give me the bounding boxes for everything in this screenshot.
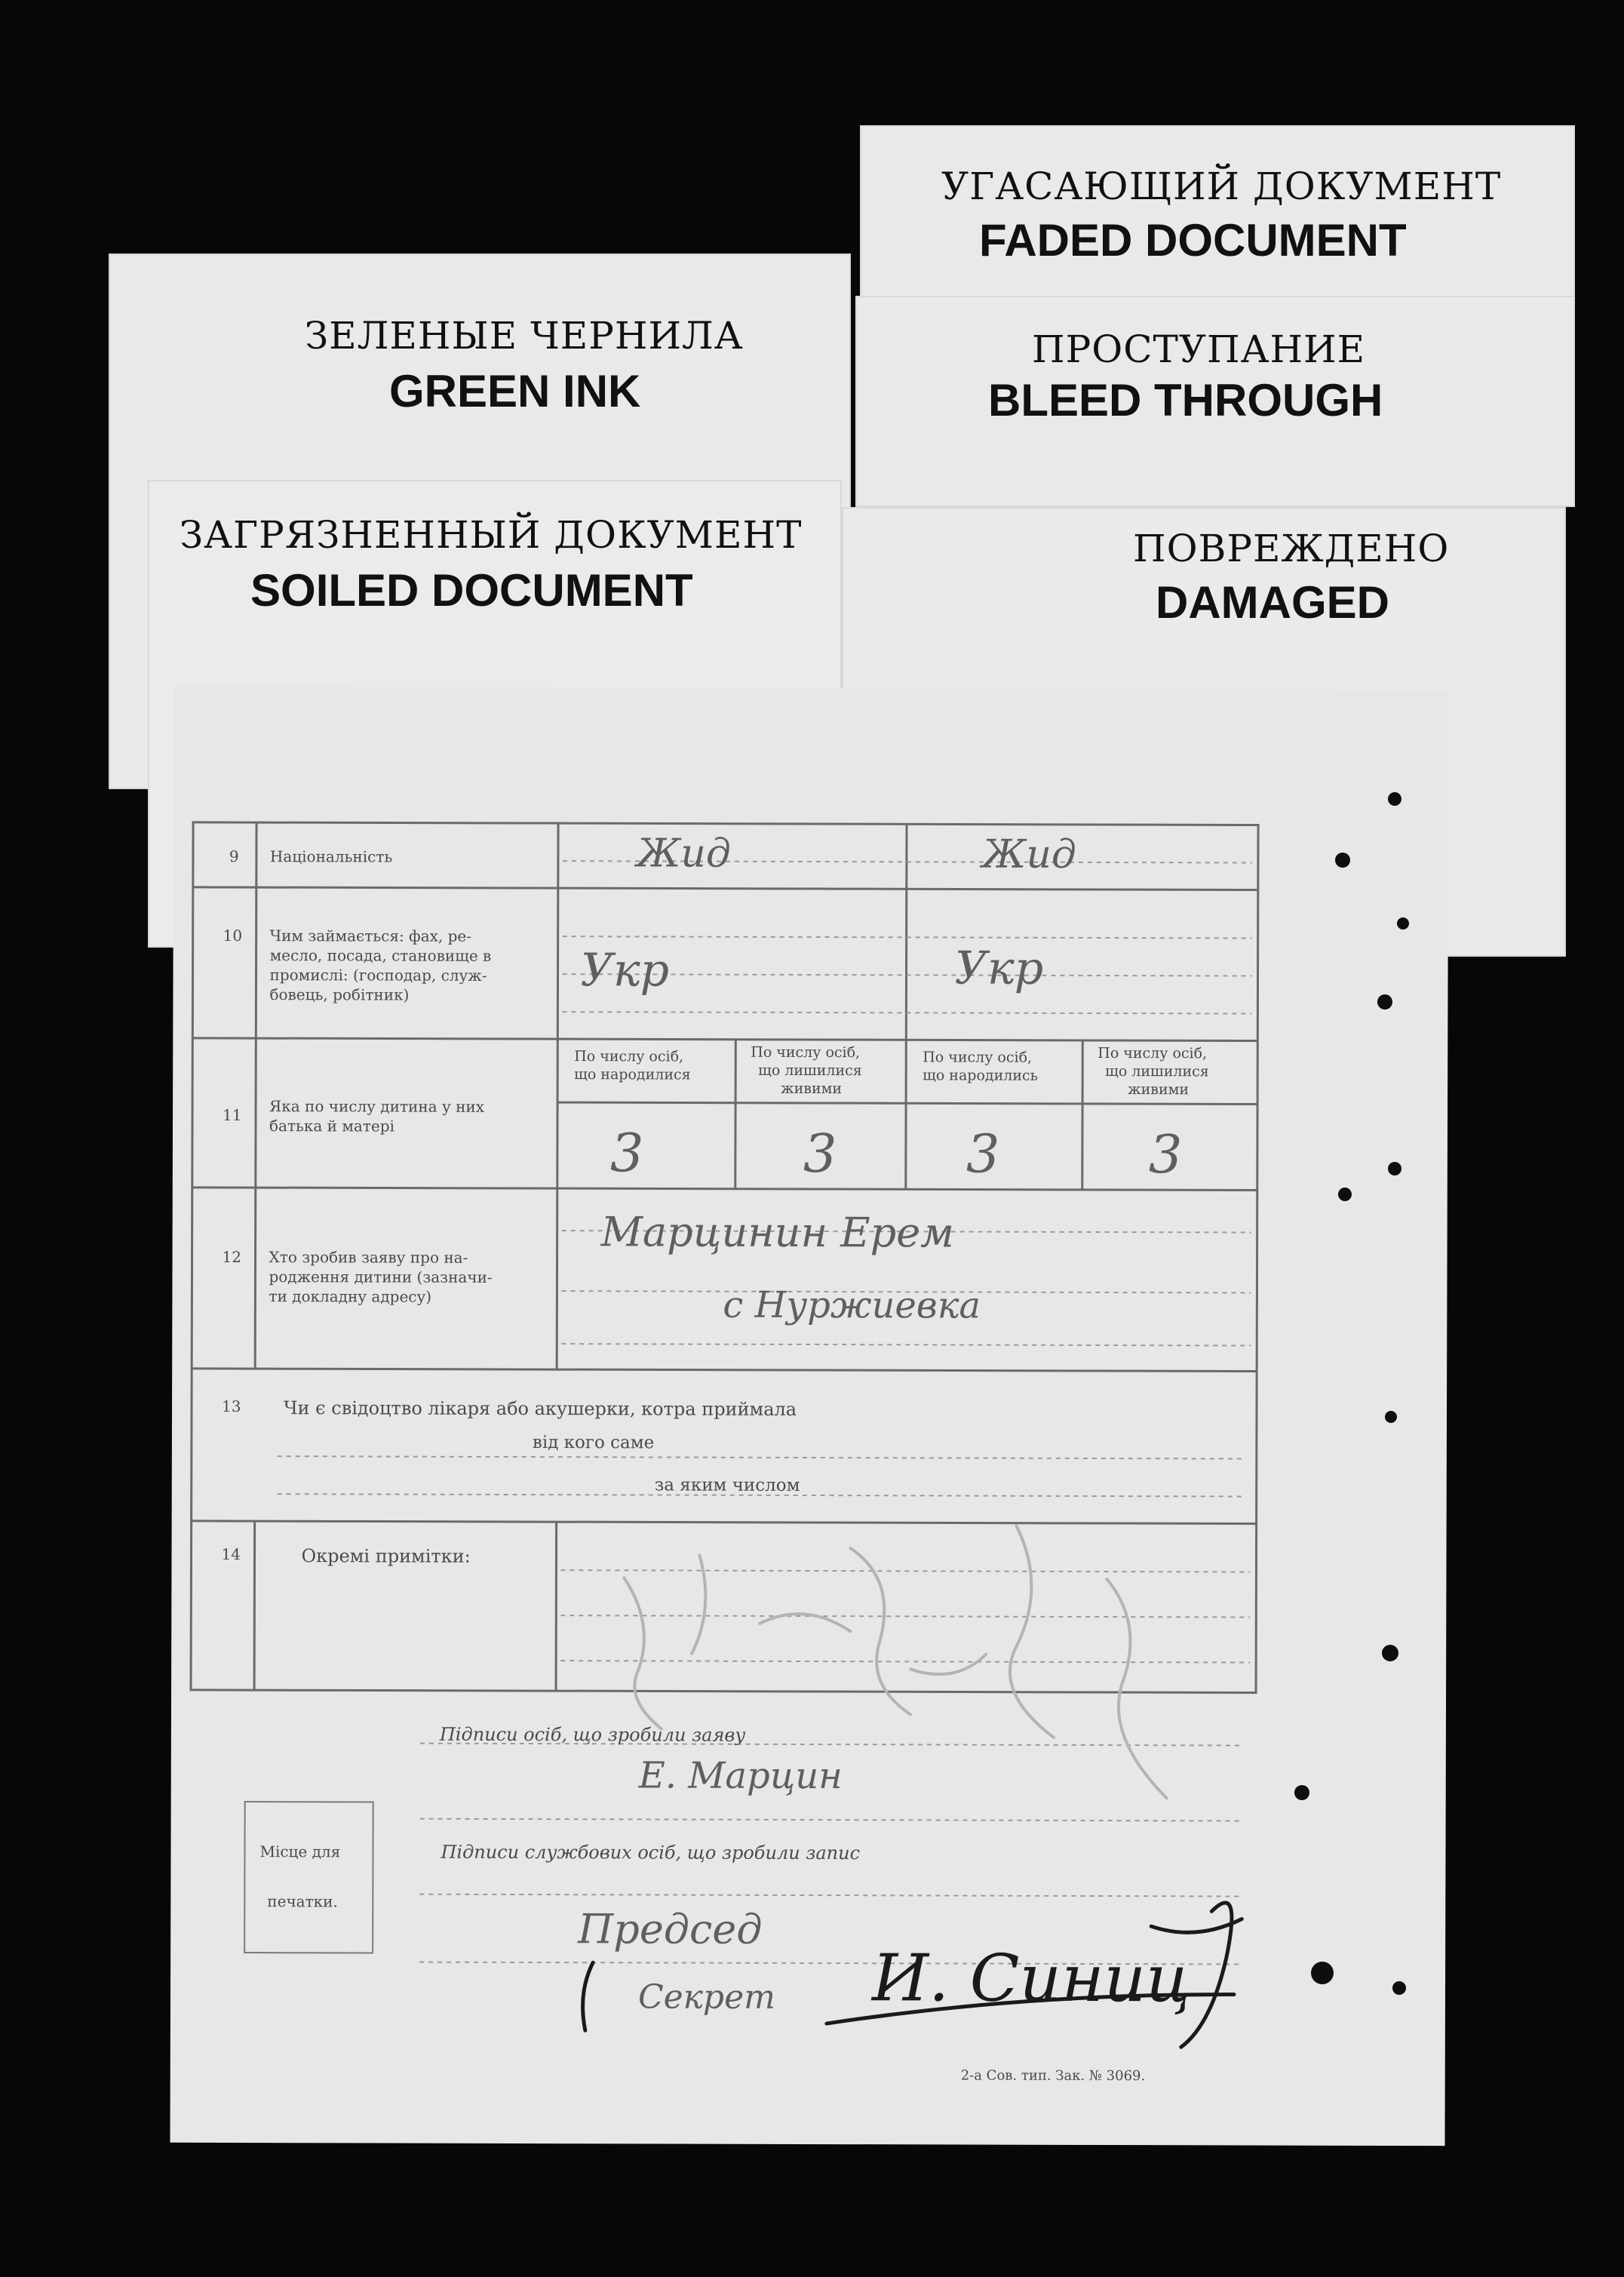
hw-count-4: 3 [1148, 1123, 1183, 1186]
hw-count-2: 3 [803, 1122, 837, 1185]
row11-header-2b: що лишилися [758, 1062, 862, 1080]
row-11-label-1: Яка по числу дитина у них [269, 1097, 485, 1116]
punch-hole [1338, 1188, 1352, 1201]
applicants-signatures-label: Підписи осіб, що зробили заяву [439, 1723, 746, 1746]
row-14-label: Окремі примітки: [301, 1545, 471, 1567]
hw-occupation-left: Укр [580, 944, 670, 997]
hw-nationality-right: Жид [981, 831, 1076, 877]
printer-imprint: 2-а Сов. тип. Зак. № 3069. [960, 2067, 1146, 2085]
green-ru-label: ЗЕЛЕНЫЕ ЧЕРНИЛА [305, 314, 744, 358]
punch-hole [1311, 1962, 1334, 1984]
punch-hole [1388, 1162, 1401, 1175]
damaged-ru-label: ПОВРЕЖДЕНО [1133, 527, 1450, 570]
hw-applicant-name: Марцинин Ерем [600, 1208, 955, 1257]
row-13-from-whom: від кого саме [532, 1433, 655, 1453]
hw-nationality-left: Жид [636, 831, 731, 877]
soiled-en-label: SOILED DOCUMENT [250, 565, 693, 616]
row-12-label-1: Хто зробив заяву про на- [269, 1248, 468, 1267]
row-13-which-number: за яким числом [654, 1475, 800, 1495]
hw-official-signature: И. Синиц [871, 1941, 1192, 2017]
hw-applicant-signature: Е. Марцин [638, 1754, 843, 1798]
bleed-through-card [855, 296, 1575, 507]
row-10-number: 10 [223, 926, 243, 945]
row-9-number: 9 [229, 847, 239, 866]
row11-header-4a: По числу осіб, [1098, 1044, 1208, 1062]
row11-header-4c: живими [1128, 1081, 1190, 1099]
punch-hole [1385, 1411, 1397, 1423]
row11-header-3a: По числу осіб, [923, 1049, 1033, 1066]
punch-hole [1377, 994, 1392, 1009]
row-14-number: 14 [221, 1544, 241, 1564]
punch-hole [1388, 792, 1401, 806]
bleed-ru-label: ПРОСТУПАНИЕ [1032, 327, 1366, 371]
punch-hole [1392, 1981, 1406, 1995]
faded-ru-label: УГАСАЮЩИЙ ДОКУМЕНТ [941, 164, 1502, 208]
stamp-place-label-1: Місце для [259, 1842, 341, 1861]
row-12-label-3: ти докладну адресу) [269, 1287, 432, 1306]
punch-hole [1335, 853, 1350, 868]
faded-en-label: FADED DOCUMENT [979, 215, 1407, 266]
officials-signatures-label: Підписи службових осіб, що зробили запис [441, 1841, 861, 1864]
hw-applicant-address: с Нуржиевка [723, 1283, 981, 1327]
punch-hole [1397, 917, 1409, 930]
row11-header-1b: що народилися [574, 1066, 691, 1083]
hw-official-chair: Председ [578, 1905, 763, 1953]
row-12-label-2: родження дитини (зазначи- [269, 1268, 493, 1286]
row11-header-4b: що лишилися [1105, 1063, 1209, 1080]
record-form-sheet [170, 687, 1448, 2146]
green-en-label: GREEN INK [389, 366, 641, 416]
row-13-number: 13 [222, 1397, 241, 1416]
damaged-en-label: DAMAGED [1156, 577, 1389, 628]
row11-header-3b: що народились [923, 1067, 1039, 1084]
hw-count-3: 3 [965, 1123, 1000, 1185]
row-10-label-4: бовець, робітник) [269, 985, 410, 1004]
row11-header-2c: живими [781, 1080, 843, 1098]
row-10-label-2: месло, посада, становище в [269, 946, 492, 965]
punch-hole [1382, 1645, 1398, 1661]
row-9-label: Національність [269, 847, 393, 866]
bleed-en-label: BLEED THROUGH [988, 375, 1383, 426]
hw-count-1: 3 [609, 1122, 644, 1185]
row-13-label: Чи є свідоцтво лікаря або акушерки, котра приймала [283, 1397, 797, 1420]
row-12-number: 12 [222, 1247, 242, 1267]
hw-official-secretary: Секрет [637, 1977, 775, 2017]
soiled-ru-label: ЗАГРЯЗНЕННЫЙ ДОКУМЕНТ [180, 513, 803, 557]
row-11-label-2: батька й матері [269, 1117, 395, 1135]
row-11-number: 11 [223, 1105, 242, 1125]
stamp-place-label-2: печатки. [267, 1892, 338, 1911]
row11-header-1a: По числу осіб, [574, 1048, 684, 1065]
punch-hole [1294, 1785, 1309, 1800]
row-10-label-1: Чим займається: фах, ре- [269, 926, 472, 945]
hw-occupation-right: Укр [954, 942, 1044, 995]
row11-header-2a: По числу осіб, [751, 1043, 861, 1062]
row-10-label-3: промислі: (господар, служ- [269, 966, 487, 985]
faded-document-card [860, 125, 1575, 314]
